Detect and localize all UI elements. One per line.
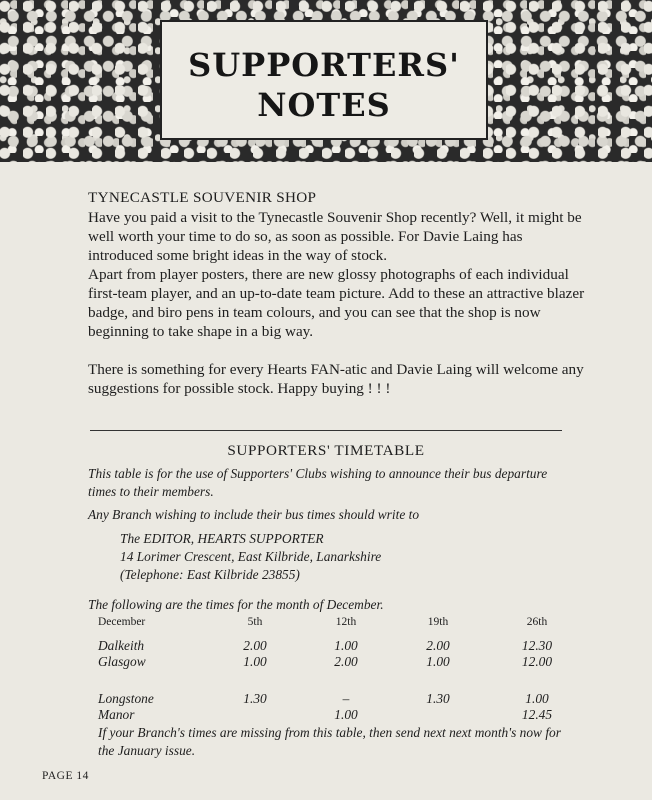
time-cell: 12.45: [521, 707, 553, 722]
section-divider: [90, 430, 562, 431]
timetable-intro: This table is for the use of Supporters' Clubs wishing to announce their bus departure times to their members.: [88, 466, 548, 499]
time-cell: 1.00: [334, 638, 358, 653]
column-header: 5th: [247, 616, 263, 628]
column-header: December: [98, 616, 146, 628]
time-cell: 2.00: [243, 638, 267, 653]
time-cell: 2.00: [334, 654, 358, 669]
branch-name: Manor: [98, 707, 135, 722]
bus-times-table: [98, 616, 590, 723]
shop-paragraph-3: There is something for every Hearts FAN-atic and Davie Laing will welcome any suggestions for possible stock. Happy buying ! ! !: [88, 361, 584, 397]
branch-name: Glasgow: [98, 654, 146, 669]
month-note: The following are the times for the month of December.: [88, 597, 384, 612]
branch-note: Any Branch wishing to include their bus times should write to: [88, 507, 420, 522]
title-box: [160, 20, 488, 140]
shop-paragraph-1: Have you paid a visit to the Tynecastle Souvenir Shop recently? Well, it might be well worth your time to do so, as soon as possible. For Davie Laing has introduced some bright ideas in the way of stock.: [88, 209, 582, 264]
shop-paragraph-2: Apart from player posters, there are new glossy photographs of each individual first-team player, and an up-to-date team picture. Add to these an attractive blazer badge, and biro pens in team colours, and you can see that the shop is now beginning to take shape in a big way.: [88, 266, 585, 340]
table-row: [98, 638, 590, 654]
table-row: [98, 654, 590, 670]
time-cell: 1.00: [243, 654, 267, 669]
page-number: PAGE 14: [42, 770, 89, 782]
page-title-line1: SUPPORTERS': [188, 46, 460, 84]
time-cell: 1.00: [525, 691, 549, 706]
table-spacer-row: [98, 670, 590, 691]
address-line-3: (Telephone: East Kilbride 23855): [120, 567, 300, 582]
column-header: 12th: [335, 616, 357, 628]
time-cell: 12.00: [521, 654, 553, 669]
shop-heading: TYNECASTLE SOUVENIR SHOP: [88, 189, 317, 206]
table-row: [98, 707, 590, 723]
timetable-heading: SUPPORTERS' TIMETABLE: [227, 442, 425, 459]
time-cell: 1.30: [243, 691, 267, 706]
time-cell: 12.30: [521, 638, 553, 653]
address-line-1: The EDITOR, HEARTS SUPPORTER: [120, 531, 324, 546]
footer-note: If your Branch's times are missing from this table, then send next next month's now for the January issue.: [98, 725, 561, 758]
time-cell: [392, 707, 484, 723]
page-title-line2: NOTES: [257, 86, 391, 124]
time-cell: 2.00: [426, 638, 450, 653]
branch-name: Dalkeith: [98, 638, 145, 653]
time-cell: 1.30: [426, 691, 450, 706]
column-header: 19th: [427, 616, 449, 628]
time-cell: –: [342, 691, 350, 706]
branch-name: Longstone: [98, 691, 154, 706]
table-row: [98, 691, 590, 707]
time-cell: [210, 707, 300, 723]
table-header-row: [98, 616, 590, 638]
time-cell: 1.00: [426, 654, 450, 669]
column-header: 26th: [526, 616, 548, 628]
address-line-2: 14 Lorimer Crescent, East Kilbride, Lanarkshire: [120, 549, 382, 564]
time-cell: 1.00: [334, 707, 358, 722]
